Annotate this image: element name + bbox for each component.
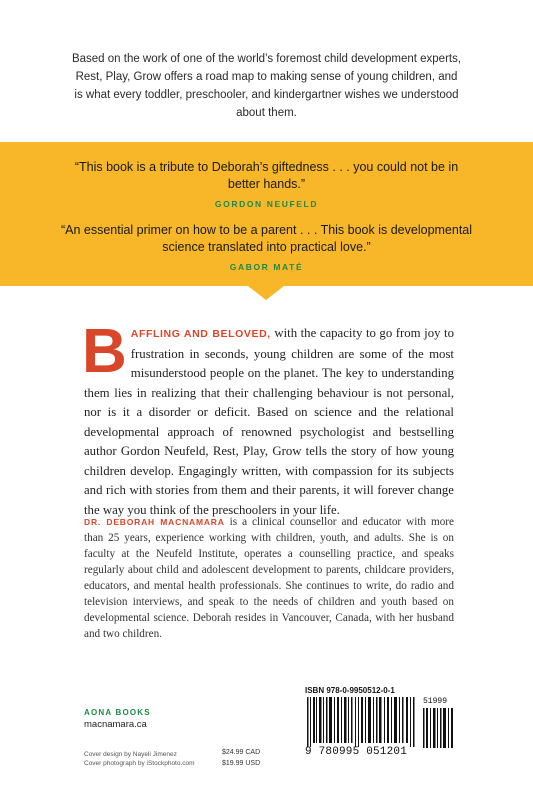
barcode-digits: 9 780995 051201 bbox=[305, 746, 408, 758]
price-block bbox=[222, 747, 260, 769]
top-blurb-section bbox=[0, 0, 533, 142]
praise-quote-2 bbox=[50, 222, 483, 276]
praise-quote-1-author: GORDON NEUFELD bbox=[214, 199, 319, 209]
top-blurb: Based on the work of one of the world’s foremost child development experts, Rest, Play, Grow offers a road map to making sense of young children, and is what every toddler, preschooler, and kindergartner wishes we understood about them. bbox=[71, 53, 462, 119]
praise-quote-1-text: “This book is a tribute to Deborah’s giftedness . . . you could not be in better hands.” bbox=[74, 160, 459, 191]
drop-cap: B bbox=[82, 317, 127, 386]
publisher-website: macnamara.ca bbox=[84, 719, 147, 730]
credit-photo: Cover photograph by iStockphoto.com bbox=[84, 760, 195, 767]
publisher-block bbox=[84, 708, 151, 730]
band-arrow-decoration bbox=[248, 286, 284, 300]
author-bio-text: is a clinical counsellor and educator with more than 25 years, experience working with children, youth, and adults. She is on faculty at the Neufeld Institute, operates a counselling practice, and speaks regularly about child and adolescent development to parents, childcare providers, educators, and mental health professionals. She continues to write, do radio and television interviews, and speak to the needs of children and youth based on developmental science. Deborah resides in Vancouver, Canada, with her husband and two children. bbox=[84, 516, 454, 640]
praise-quote-2-text: “An essential primer on how to be a parent . . . This book is developmental science translated into practical love.” bbox=[60, 223, 473, 254]
barcode-addon-number: 51999 bbox=[423, 697, 448, 706]
cover-credits bbox=[84, 750, 195, 768]
barcode-bars-icon bbox=[305, 697, 417, 747]
price-cad: $24.99 CAD bbox=[222, 749, 261, 756]
praise-band bbox=[0, 142, 533, 286]
description-lead: AFFLING AND BELOVED, bbox=[130, 328, 271, 340]
publisher-logo: AONA BOOKS bbox=[84, 708, 151, 717]
credit-design: Cover design by Nayeli Jimenez bbox=[84, 751, 177, 758]
isbn-number: ISBN 978-0-9950512-0-1 bbox=[305, 686, 395, 695]
price-usd: $19.99 USD bbox=[222, 760, 261, 767]
book-description bbox=[82, 317, 454, 520]
description-body: with the capacity to go from joy to frustration in seconds, young children are some of the most misunderstood people on the planet. The key to understanding them lies in realizing that their challenging behaviour is not personal, nor is it a disorder or deficit. Based on science and the relational developmental approach of renowned psychologist and bestselling author Gordon Neufeld, Rest, Play, Grow tells the story of how young children develop. Engagingly written, with compassion for its subjects and rich with stories from them and their parents, it will forever change the way you think of the preschoolers in your life. bbox=[84, 326, 454, 517]
author-name: DR. DEBORAH MACNAMARA bbox=[84, 517, 225, 527]
praise-quote-1 bbox=[60, 159, 473, 213]
barcode bbox=[305, 686, 455, 766]
barcode-addon-bars-icon bbox=[423, 708, 455, 748]
author-bio bbox=[84, 514, 454, 642]
praise-quote-2-author: GABOR MATÉ bbox=[229, 262, 304, 272]
